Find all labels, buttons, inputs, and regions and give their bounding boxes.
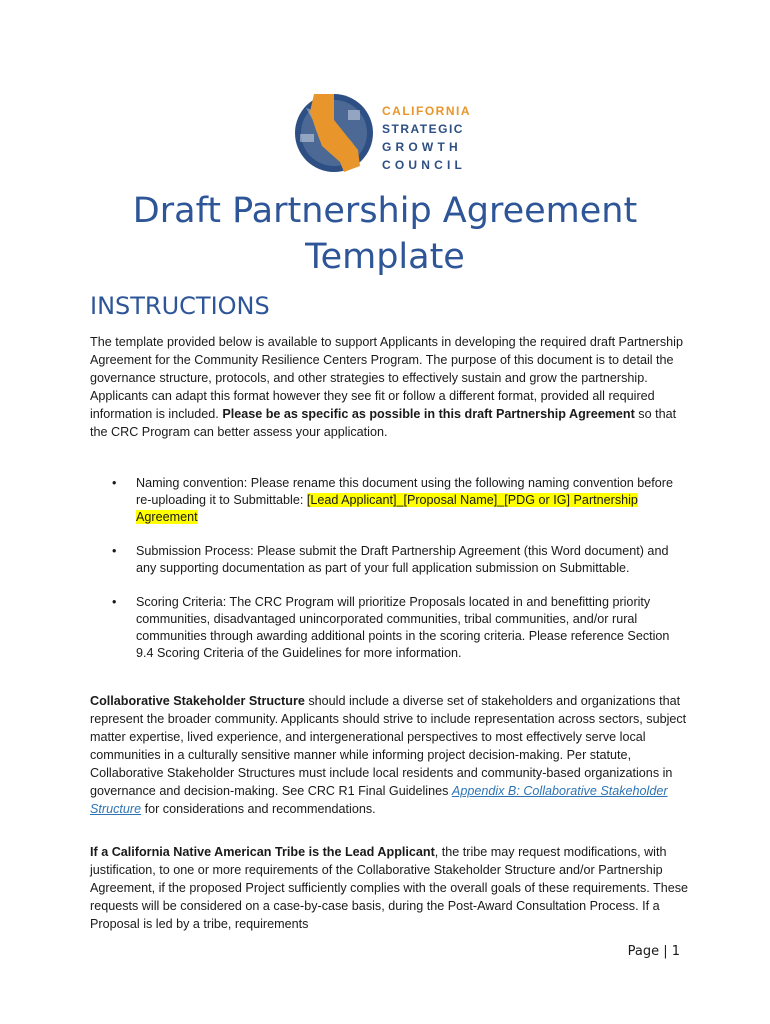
- bullet-icon: •: [112, 476, 117, 490]
- appendix-b-link[interactable]: Appendix B: Collaborative Stakeholder Structure: [90, 784, 668, 816]
- instructions-intro: [90, 333, 690, 441]
- tribe-text: , the tribe may request modifications, with justification, to one or more requirements of the Collaborative Stakeholder Structure and/or Partnership Agreement, if the proposed Project sufficiently complies with the overall goals of these requirements. These requests will be considered on a case-by-case basis, during the Post-Award Consultation Process. If a Proposal is led by a tribe, requirements: [90, 845, 689, 931]
- title-line-2: Template: [305, 237, 465, 277]
- list-item-scoring: [90, 594, 690, 662]
- intro-emphasis: Please be as specific as possible in this draft Partnership Agreement: [222, 407, 635, 421]
- sgc-emblem-icon: [292, 90, 376, 176]
- bullet-icon: •: [112, 595, 117, 609]
- stakeholder-end: for considerations and recommendations.: [141, 802, 376, 816]
- stakeholder-paragraph: [90, 692, 690, 818]
- submission-text: Submission Process: Please submit the Draft Partnership Agreement (this Word document) and any supporting documentation as part of your full application submission on Submittable.: [136, 544, 669, 575]
- logo-line-3: GROWTH: [382, 140, 462, 154]
- document-title: [60, 188, 710, 280]
- tribe-bold: If a California Native American Tribe is the Lead Applicant: [90, 845, 435, 859]
- tribe-paragraph: [90, 843, 690, 933]
- stakeholder-text: should include a diverse set of stakeholders and organizations that represent the broader community. Applicants should strive to include representation across sectors, subject matter expertise, lived experience, and intergenerational perspectives to most effectively serve local communities in a culturally sensitive manner while informing project decision-making. Per statute, Collaborative Stakeholder Structures must include local residents and community-based organizations in governance and decision-making. See CRC R1 Final Guidelines: [90, 694, 687, 798]
- title-line-1: Draft Partnership Agreement: [132, 191, 638, 231]
- instructions-list: [90, 475, 690, 679]
- logo-line-2: STRATEGIC: [382, 122, 464, 136]
- naming-text: Naming convention: Please rename this document using the following naming convention before re-uploading it to Submittable:: [136, 476, 673, 507]
- stakeholder-bold: Collaborative Stakeholder Structure: [90, 694, 305, 708]
- bullet-icon: •: [112, 544, 117, 558]
- logo-line-1: CALIFORNIA: [382, 104, 471, 118]
- scoring-text: Scoring Criteria: The CRC Program will prioritize Proposals located in and benefitting priority communities, disadvantaged unincorporated communities, tribal communities, and/or rural communities through awarding additional points in the scoring criteria. Please reference Section 9.4 Scoring Criteria of the Guidelines for more information.: [136, 595, 670, 660]
- list-item-submission: [90, 543, 690, 577]
- sgc-logo: [292, 90, 492, 180]
- logo-line-4: COUNCIL: [382, 158, 467, 172]
- logo-wordmark: [382, 102, 471, 174]
- intro-end: so that the CRC Program can better assess your application.: [90, 407, 677, 439]
- intro-text: The template provided below is available to support Applicants in developing the required draft Partnership Agreement for the Community Resilience Centers Program. The purpose of this document is to detail the governance structure, protocols, and other strategies to effectively sustain and grow the partnership. Applicants can adapt this format however they see fit or follow a different format, provided all required information is included.: [90, 335, 683, 421]
- naming-highlight: [Lead Applicant]_[Proposal Name]_[PDG or IG] Partnership Agreement: [136, 493, 638, 524]
- instructions-heading: INSTRUCTIONS: [90, 292, 270, 320]
- page-number: Page | 1: [627, 944, 680, 959]
- list-item-naming: [90, 475, 690, 526]
